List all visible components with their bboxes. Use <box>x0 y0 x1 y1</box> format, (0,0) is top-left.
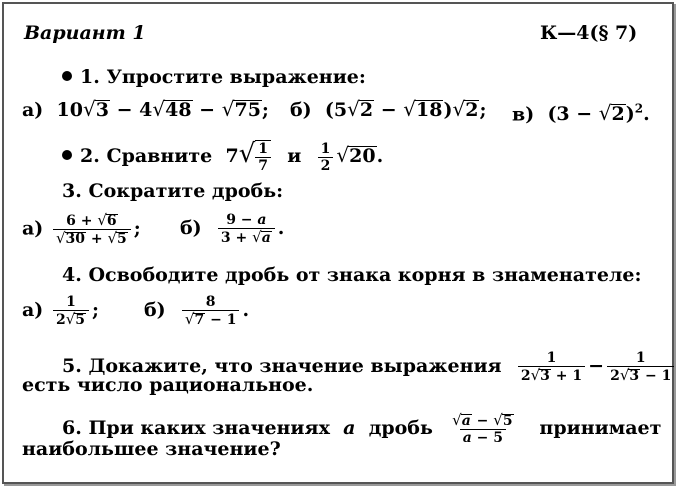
task-6-text-2: дробь <box>368 417 433 439</box>
task-2-expr-1: 7√ $\frac{1}{7}$ <box>225 145 274 167</box>
task-6-fraction: $\frac{√a - √5}{a - 5}$ <box>452 411 513 446</box>
task-1a-expression: 10√3 − 4√48 − √75; <box>56 97 269 121</box>
task-3-text: Сократите дробь: <box>88 180 284 202</box>
task-1b <box>290 98 486 121</box>
task-1a-label: а) <box>22 99 44 121</box>
task-1-heading <box>62 66 366 88</box>
task-4-heading <box>62 264 641 286</box>
task-4b: б) $\frac{8}{√7 - 1}$ . <box>144 294 250 328</box>
task-3a-label: а) <box>22 217 44 240</box>
task-4-number: 4. <box>62 264 82 286</box>
task-5-fraction-1: $\frac{1}{2√3 + 1}$ <box>518 350 585 384</box>
task-4-text: Освободите дробь от знака корня в знаменателе: <box>88 264 642 286</box>
task-5-text: Докажите, что значение выражения <box>88 355 502 377</box>
task-2-and: и <box>287 145 302 167</box>
task-3b-label: б) <box>180 217 202 239</box>
task-5: 5. Докажите, что значение выражения $\frac{1}{2√3 + 1}$ − $\frac{1}{2√3 - 1}$ <box>62 350 676 384</box>
task-3b-fraction: $\frac{9 - a}{3 + √a}$ <box>218 212 275 246</box>
task-1-text: Упростите выражение: <box>106 66 366 88</box>
variant-title: Вариант 1 <box>24 22 146 44</box>
task-6-text-1: При каких значениях <box>88 417 330 439</box>
task-3b: б) $\frac{9 - a}{3 + √a}$ . <box>180 212 285 246</box>
task-6-text-4: наибольшее значение? <box>22 438 281 460</box>
task-1a <box>22 98 269 121</box>
task-1c-label: в) <box>512 103 535 126</box>
task-4a-label: а) <box>22 299 44 321</box>
task-1b-expression: (5√2 − √18)√2; <box>324 97 487 121</box>
task-6-text-3: принимает <box>539 417 662 439</box>
task-4a-fraction: $\frac{1}{2√5}$ <box>53 294 89 328</box>
task-5-fraction-2: $\frac{1}{2√3 - 1}$ <box>607 350 674 384</box>
bullet-icon <box>62 150 72 160</box>
task-2-expr-2: $\frac{1}{2}$ √20. <box>315 145 384 167</box>
task-4b-fraction: $\frac{8}{√7 - 1}$ <box>182 294 240 328</box>
task-3-number: 3. <box>62 180 82 202</box>
task-6-variable: a <box>343 417 356 439</box>
task-2-number: 2. <box>80 145 100 167</box>
task-5-text-2: есть число рациональное. <box>22 374 314 396</box>
task-1b-label: б) <box>290 99 312 121</box>
task-3a: а) $\frac{6 + √6}{√30 + √5}$ ; <box>22 211 141 247</box>
test-code: К—4(§ 7) <box>540 22 638 44</box>
task-2-text: Сравните <box>106 145 213 167</box>
task-3a-fraction: $\frac{6 + √6}{√30 + √5}$ <box>53 212 131 247</box>
task-1c <box>512 98 650 125</box>
task-2 <box>62 140 383 174</box>
task-4a: а) $\frac{1}{2√5}$ ; <box>22 294 100 328</box>
task-1c-expression: $(3 - √2)^2$. <box>547 101 650 126</box>
task-1-number: 1. <box>80 66 100 88</box>
task-4b-label: б) <box>144 299 166 321</box>
task-6-number: 6. <box>62 417 82 439</box>
task-3-heading <box>62 180 283 202</box>
task-5-number: 5. <box>62 355 82 377</box>
bullet-icon <box>62 71 72 81</box>
